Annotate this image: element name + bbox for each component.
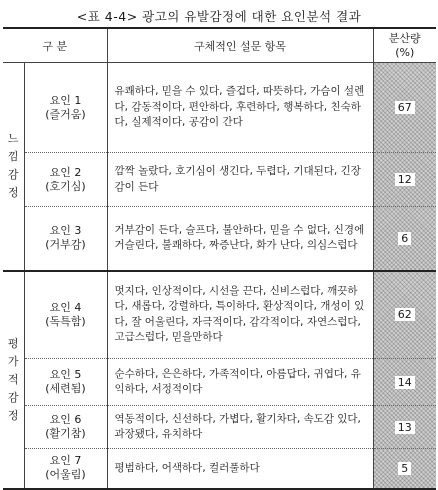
- variance-cell: [373, 271, 436, 359]
- group-label-char: 감: [7, 390, 19, 404]
- group-label-char: 정: [7, 408, 19, 422]
- factor-number: 요인 7: [49, 454, 82, 468]
- factor-analysis-table: [3, 27, 436, 490]
- factor-cell: [24, 449, 107, 489]
- group-label-char: 적: [7, 372, 19, 386]
- variance-value: 12: [395, 173, 415, 186]
- factor-items: 멋지다, 인상적이다, 시선을 끈다, 신비스럽다, 깨끗하다, 새롭다, 강렬하다, 특이하다, 환상적이다, 개성이 있다, 잘 어울린다, 자극적이다, 감각적이다, 자연스럽다, 고급스럽다, 믿을만하다: [107, 271, 373, 359]
- factor-name: (어울림): [45, 468, 86, 482]
- factor-cell: [24, 207, 107, 271]
- variance-value: 13: [395, 421, 415, 434]
- factor-items: 깜짝 놀랐다, 호기심이 생긴다, 두렵다, 기대된다, 긴장감이 든다: [107, 153, 373, 207]
- factor-items: 역동적이다, 신선하다, 가볍다, 활기차다, 속도감 있다, 과장됐다, 유치하다: [107, 406, 373, 449]
- group-label-char: 감: [7, 168, 19, 182]
- table-row: [3, 359, 436, 406]
- factor-cell: [24, 406, 107, 449]
- group-label-feeling: [3, 63, 24, 271]
- variance-cell: [373, 406, 436, 449]
- table-row: [3, 271, 436, 359]
- factor-number: 요인 4: [49, 300, 82, 314]
- variance-value: 6: [398, 232, 411, 245]
- group-label-char: 느: [7, 132, 19, 146]
- factor-number: 요인 2: [49, 165, 82, 179]
- factor-name: (호기심): [45, 179, 86, 193]
- group-label-char: 평: [7, 336, 19, 350]
- factor-cell: [24, 63, 107, 153]
- factor-number: 요인 3: [49, 224, 82, 238]
- table-row: [3, 406, 436, 449]
- header-variance: [373, 28, 436, 63]
- variance-value: 5: [398, 462, 411, 475]
- factor-number: 요인 1: [49, 93, 82, 107]
- group-label-char: 낌: [7, 150, 19, 164]
- variance-cell: [373, 63, 436, 153]
- table-row: [3, 63, 436, 153]
- factor-cell: [24, 359, 107, 406]
- variance-cell: [373, 153, 436, 207]
- variance-cell: [373, 207, 436, 271]
- variance-value: 14: [395, 376, 415, 389]
- factor-name: (세련됨): [45, 382, 86, 395]
- factor-name: (즐거움): [45, 107, 86, 121]
- group-label-char: 가: [7, 354, 19, 368]
- header-variance-label: 분산량: [388, 31, 421, 45]
- variance-cell: [373, 449, 436, 489]
- group-label-evaluative: [3, 271, 24, 489]
- factor-name: (독특함): [45, 314, 86, 328]
- header-items: 구체적인 설문 항목: [107, 28, 373, 63]
- factor-number: 요인 6: [49, 413, 82, 426]
- table-row: [3, 207, 436, 271]
- group-label-char: 정: [7, 186, 19, 200]
- factor-items: 평범하다, 어색하다, 컬러풀하다: [107, 449, 373, 489]
- factor-items: 순수하다, 은은하다, 가족적이다, 아름답다, 귀엽다, 유익하다, 서정적이다: [107, 359, 373, 406]
- table-row: [3, 449, 436, 489]
- header-variance-unit: (%): [395, 45, 415, 59]
- variance-value: 67: [395, 101, 415, 114]
- factor-name: (거부감): [45, 238, 86, 252]
- factor-items: 거부감이 든다, 슬프다, 불안하다, 믿을 수 없다, 신경에 거슬린다, 불쾌하다, 짜증난다, 화가 난다, 의심스럽다: [107, 207, 373, 271]
- variance-value: 62: [395, 308, 415, 321]
- factor-items: 유쾌하다, 믿을 수 있다, 즐겁다, 따뜻하다, 가슴이 설렌다, 감동적이다, 편안하다, 후련하다, 행복하다, 친숙하다, 실제적이다, 공감이 간다: [107, 63, 373, 153]
- table-header-row: [3, 28, 436, 63]
- table-row: [3, 153, 436, 207]
- factor-name: (활기참): [45, 427, 86, 440]
- factor-cell: [24, 271, 107, 359]
- variance-cell: [373, 359, 436, 406]
- factor-cell: [24, 153, 107, 207]
- factor-number: 요인 5: [49, 368, 82, 381]
- header-category: 구 분: [3, 28, 107, 63]
- table-caption: <표 4-4> 광고의 유발감정에 대한 요인분석 결과: [76, 9, 362, 24]
